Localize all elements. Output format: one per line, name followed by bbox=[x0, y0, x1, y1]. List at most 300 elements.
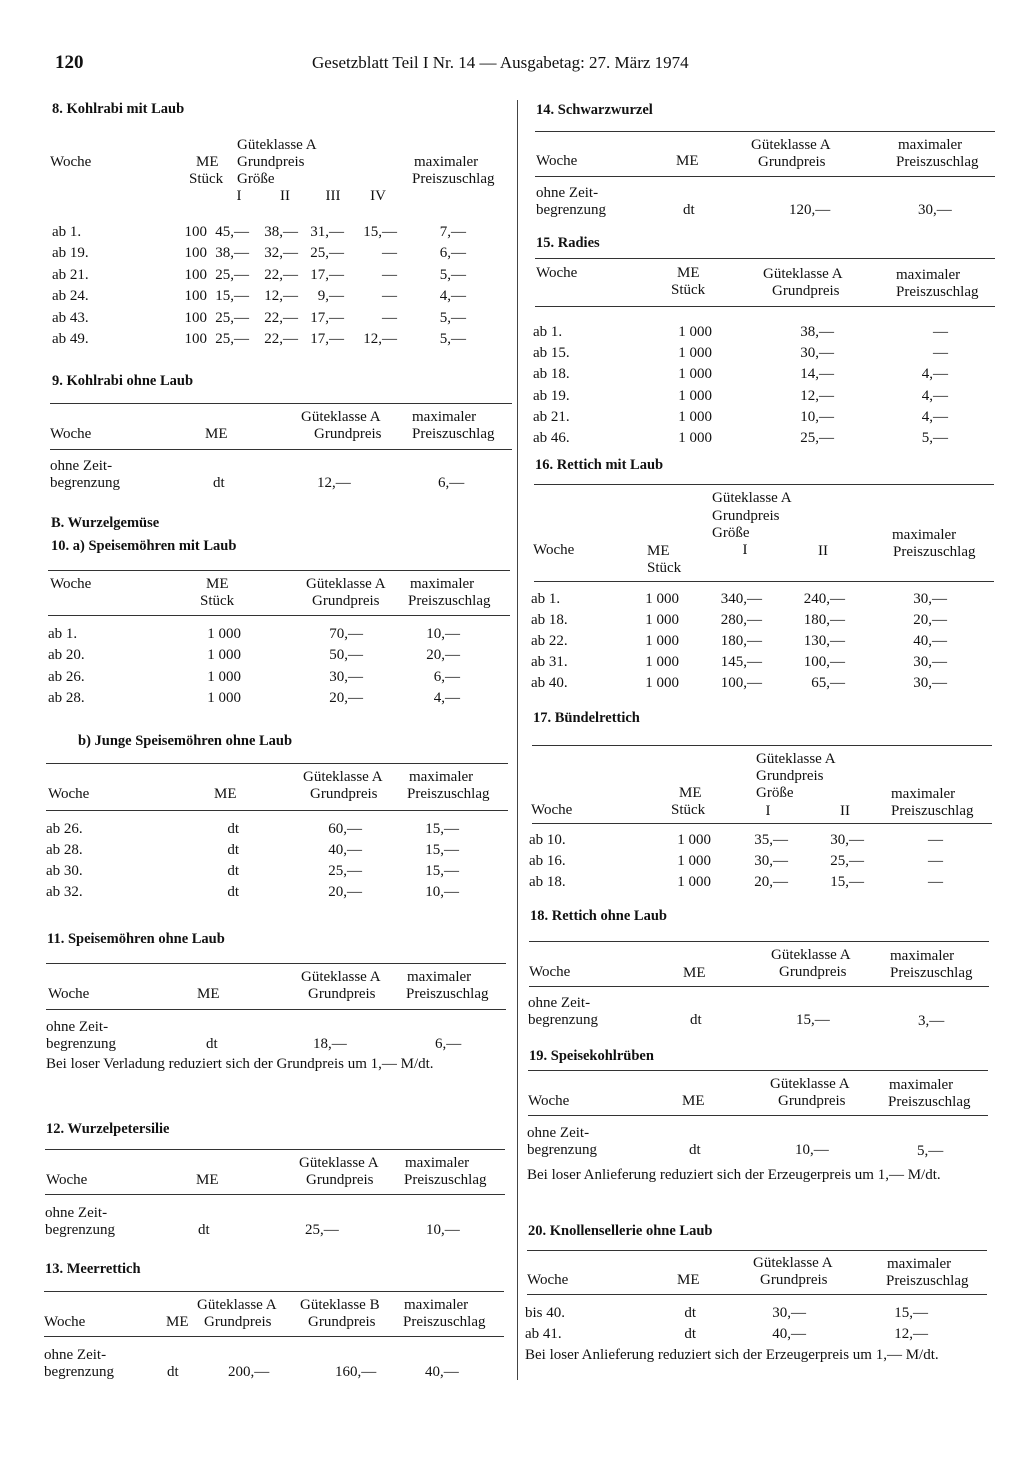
cell-grundpreis: 25,— bbox=[800, 430, 834, 446]
header-cell: maximaler bbox=[891, 786, 956, 802]
section-title: 18. Rettich ohne Laub bbox=[530, 908, 667, 924]
cell-preiszuschlag: — bbox=[933, 345, 948, 362]
header-cell: IV bbox=[370, 188, 386, 204]
cell-grundpreis-ii: 100,— bbox=[803, 654, 845, 670]
header-cell: Güteklasse B bbox=[300, 1297, 380, 1313]
header-cell: I bbox=[742, 542, 748, 558]
header-cell: ME bbox=[677, 1272, 700, 1288]
cell-grundpreis-ii: 130,— bbox=[803, 633, 845, 649]
page-title: Gesetzblatt Teil I Nr. 14 — Ausgabetag: 27. März 1974 bbox=[312, 53, 689, 72]
page-header bbox=[42, 52, 748, 78]
cell-woche: begrenzung bbox=[44, 1364, 114, 1380]
section-title: 9. Kohlrabi ohne Laub bbox=[52, 373, 194, 389]
cell-grundpreis: 18,— bbox=[313, 1036, 347, 1052]
cell-preiszuschlag: 15,— bbox=[425, 842, 459, 858]
cell-woche: ab 1. bbox=[533, 324, 563, 340]
cell-grundpreis-i: 25,— bbox=[215, 266, 249, 283]
cell-preiszuschlag: — bbox=[928, 853, 943, 869]
header-cell: Preiszuschlag bbox=[404, 1172, 487, 1188]
cell-grundpreis: 15,— bbox=[796, 1012, 830, 1028]
header-cell: ME bbox=[206, 576, 229, 592]
footnote: Bei loser Verladung reduziert sich der Grundpreis um 1,— M/dt. bbox=[46, 1056, 434, 1072]
cell-grundpreis: 12,— bbox=[800, 387, 834, 404]
header-cell: Güteklasse A bbox=[712, 490, 792, 506]
cell-preiszuschlag: 10,— bbox=[426, 626, 460, 642]
header-cell: Preiszuschlag bbox=[896, 284, 979, 300]
footnote: Bei loser Anlieferung reduziert sich der Erzeugerpreis um 1,— M/dt. bbox=[527, 1167, 941, 1183]
cell-me: dt bbox=[227, 821, 239, 837]
rule bbox=[46, 1009, 506, 1010]
header-cell: maximaler bbox=[412, 409, 477, 425]
cell-grundpreis: 38,— bbox=[800, 324, 834, 340]
cell-preiszuschlag: 15,— bbox=[894, 1305, 928, 1321]
rule bbox=[48, 615, 510, 616]
cell-woche: ab 41. bbox=[525, 1326, 562, 1342]
header-cell: Güteklasse A bbox=[756, 751, 836, 767]
cell-preiszuschlag: 15,— bbox=[425, 863, 459, 879]
cell-woche: ab 28. bbox=[46, 842, 83, 858]
header-cell: maximaler bbox=[404, 1297, 469, 1313]
cell-grundpreis-i: 20,— bbox=[754, 874, 788, 890]
cell-preiszuschlag: 4,— bbox=[921, 387, 948, 404]
cell-me: 1 000 bbox=[678, 345, 712, 362]
cell-woche: ab 46. bbox=[533, 430, 570, 446]
cell-preiszuschlag: 6,— bbox=[439, 245, 466, 262]
header-cell: Grundpreis bbox=[237, 154, 305, 170]
cell-woche: ab 18. bbox=[531, 612, 568, 628]
header-cell: Grundpreis bbox=[712, 508, 780, 524]
cell-me: 1 000 bbox=[645, 633, 679, 649]
header-cell: Preiszuschlag bbox=[408, 593, 491, 609]
cell-me: 1 000 bbox=[645, 654, 679, 670]
group-title: B. Wurzelgemüse bbox=[51, 515, 160, 531]
cell-me: dt bbox=[684, 1305, 696, 1321]
cell-grundpreis-iv: 15,— bbox=[363, 224, 397, 240]
header-cell: ME bbox=[682, 1093, 705, 1109]
cell-me: 1 000 bbox=[678, 324, 712, 340]
header-cell: Stück bbox=[200, 593, 235, 609]
cell-grundpreis: 40,— bbox=[328, 842, 362, 858]
cell-me: 100 bbox=[184, 224, 207, 240]
header-cell: ME bbox=[197, 986, 220, 1002]
cell-me: 1 000 bbox=[207, 689, 241, 706]
cell-preiszuschlag: — bbox=[928, 874, 943, 890]
cell-me: 1 000 bbox=[207, 647, 241, 664]
section-title: 17. Bündelrettich bbox=[533, 710, 640, 726]
cell-grundpreis-iii: 17,— bbox=[310, 331, 344, 347]
rule bbox=[532, 745, 992, 746]
header-cell: Grundpreis bbox=[778, 1093, 846, 1109]
cell-woche: begrenzung bbox=[46, 1036, 116, 1052]
rule bbox=[46, 963, 506, 964]
section-title: 16. Rettich mit Laub bbox=[535, 457, 664, 473]
rule bbox=[529, 941, 989, 942]
cell-grundpreis: 30,— bbox=[329, 668, 363, 685]
header-cell: Grundpreis bbox=[760, 1272, 828, 1288]
header-cell: II bbox=[840, 803, 850, 819]
cell-me: dt bbox=[198, 1222, 210, 1238]
header-cell: maximaler bbox=[407, 969, 472, 985]
cell-woche: ohne Zeit- bbox=[528, 995, 591, 1011]
cell-preiszuschlag: 4,— bbox=[433, 689, 460, 706]
header-cell: Grundpreis bbox=[758, 154, 826, 170]
header-cell: ME bbox=[214, 786, 237, 802]
header-cell: Güteklasse A bbox=[197, 1297, 277, 1313]
header-cell: maximaler bbox=[414, 154, 479, 170]
header-cell: Woche bbox=[536, 265, 578, 281]
header-cell: ME bbox=[679, 785, 702, 801]
cell-grundpreis-iv: 12,— bbox=[363, 331, 397, 347]
rule bbox=[535, 306, 995, 307]
cell-preiszuschlag: 20,— bbox=[426, 647, 460, 664]
cell-grundpreis: 30,— bbox=[772, 1305, 806, 1321]
cell-woche: ohne Zeit- bbox=[536, 185, 599, 201]
rule bbox=[44, 1291, 504, 1292]
cell-preiszuschlag: 5,— bbox=[917, 1143, 944, 1159]
header-cell: Preiszuschlag bbox=[888, 1094, 971, 1110]
section-title: 10. a) Speisemöhren mit Laub bbox=[51, 538, 237, 554]
cell-grundpreis-ii: 180,— bbox=[803, 612, 845, 628]
header-cell: maximaler bbox=[889, 1077, 954, 1093]
cell-grundpreis: 40,— bbox=[772, 1326, 806, 1342]
cell-woche: ab 15. bbox=[533, 345, 570, 362]
cell-woche: begrenzung bbox=[45, 1222, 115, 1238]
rule bbox=[527, 1294, 987, 1295]
rule bbox=[534, 581, 994, 582]
cell-grundpreis-iv: — bbox=[382, 245, 397, 262]
cell-preiszuschlag: 5,— bbox=[439, 331, 466, 347]
cell-grundpreis-ii: 12,— bbox=[264, 288, 298, 305]
cell-preiszuschlag: 30,— bbox=[918, 202, 952, 218]
cell-grundpreis: 50,— bbox=[329, 647, 363, 664]
header-cell: Woche bbox=[536, 153, 578, 169]
cell-preiszuschlag: 30,— bbox=[913, 654, 947, 670]
cell-grundpreis-ii: 15,— bbox=[830, 874, 864, 890]
cell-woche: ab 30. bbox=[46, 863, 83, 879]
cell-grundpreis-iv: — bbox=[382, 288, 397, 305]
section-title: 12. Wurzelpetersilie bbox=[46, 1121, 170, 1137]
header-cell: Woche bbox=[533, 542, 575, 558]
cell-grundpreis-ii: 22,— bbox=[264, 331, 298, 347]
cell-me: dt bbox=[227, 863, 239, 879]
header-cell: Grundpreis bbox=[312, 593, 380, 609]
rule bbox=[535, 131, 995, 132]
rule bbox=[535, 258, 995, 259]
rule bbox=[528, 1115, 988, 1116]
header-cell: Woche bbox=[46, 1172, 88, 1188]
cell-preiszuschlag: 5,— bbox=[439, 266, 466, 283]
rule bbox=[528, 1070, 988, 1071]
header-cell: Güteklasse A bbox=[771, 947, 851, 963]
header-cell: Größe bbox=[712, 525, 750, 541]
header-cell: II bbox=[818, 543, 828, 559]
cell-preiszuschlag: 3,— bbox=[918, 1013, 945, 1029]
header-cell: ME bbox=[683, 965, 706, 981]
rule bbox=[529, 986, 989, 987]
cell-grundpreis-ii: 22,— bbox=[264, 266, 298, 283]
cell-preiszuschlag: 30,— bbox=[913, 675, 947, 691]
cell-grundpreis: 10,— bbox=[800, 408, 834, 425]
cell-woche: ab 22. bbox=[531, 633, 568, 649]
rule bbox=[45, 1194, 505, 1195]
header-cell: ME bbox=[647, 543, 670, 559]
header-cell: Stück bbox=[647, 560, 682, 576]
page-number: 120 bbox=[55, 52, 84, 73]
cell-me: 100 bbox=[184, 309, 207, 326]
cell-me: dt bbox=[227, 842, 239, 858]
cell-grundpreis-i: 340,— bbox=[720, 591, 762, 607]
header-cell: Woche bbox=[50, 576, 92, 592]
header-cell: Grundpreis bbox=[308, 1314, 376, 1330]
header-cell: maximaler bbox=[892, 527, 957, 543]
cell-grundpreis: 20,— bbox=[329, 689, 363, 706]
cell-woche: ab 32. bbox=[46, 884, 83, 900]
cell-me: dt bbox=[690, 1012, 702, 1028]
cell-grundpreis-ii: 30,— bbox=[830, 832, 864, 848]
cell-me: dt bbox=[684, 1326, 696, 1342]
section-title: 14. Schwarzwurzel bbox=[536, 102, 653, 118]
cell-grundpreis-i: 30,— bbox=[754, 853, 788, 869]
cell-grundpreis-i: 145,— bbox=[720, 654, 762, 670]
cell-me: 1 000 bbox=[677, 874, 711, 890]
header-cell: Grundpreis bbox=[310, 786, 378, 802]
header-cell: Preiszuschlag bbox=[890, 965, 973, 981]
rule bbox=[535, 176, 995, 177]
cell-me: dt bbox=[213, 475, 225, 491]
cell-me: 100 bbox=[184, 245, 207, 262]
cell-grundpreis: 120,— bbox=[789, 202, 831, 218]
rule bbox=[50, 449, 512, 450]
rule bbox=[532, 823, 992, 824]
cell-woche: ab 21. bbox=[533, 408, 570, 425]
cell-woche: ab 40. bbox=[531, 675, 568, 691]
cell-woche: ohne Zeit- bbox=[44, 1347, 107, 1363]
header-cell: maximaler bbox=[405, 1155, 470, 1171]
cell-woche: ab 49. bbox=[52, 331, 89, 347]
cell-woche: ab 1. bbox=[48, 626, 78, 642]
cell-me: dt bbox=[167, 1364, 179, 1380]
cell-woche: ab 1. bbox=[52, 224, 82, 240]
header-cell: Grundpreis bbox=[772, 283, 840, 299]
cell-grundpreis-iii: 9,— bbox=[317, 288, 344, 305]
cell-grundpreis-iii: 17,— bbox=[310, 309, 344, 326]
cell-preiszuschlag: 5,— bbox=[439, 309, 466, 326]
cell-grundpreis: 10,— bbox=[795, 1142, 829, 1158]
cell-grundpreis-iv: — bbox=[382, 309, 397, 326]
cell-grundpreis-ii: 32,— bbox=[264, 245, 298, 262]
cell-grundpreis: 12,— bbox=[317, 475, 351, 491]
header-cell: Preiszuschlag bbox=[893, 544, 976, 560]
cell-woche: ab 20. bbox=[48, 647, 85, 664]
section-title: 15. Radies bbox=[536, 235, 600, 251]
cell-preiszuschlag: 5,— bbox=[921, 430, 948, 446]
cell-preiszuschlag: 4,— bbox=[921, 408, 948, 425]
section-title: b) Junge Speisemöhren ohne Laub bbox=[78, 733, 293, 749]
cell-woche: bis 40. bbox=[525, 1305, 566, 1321]
header-cell: Güteklasse A bbox=[301, 969, 381, 985]
cell-me: dt bbox=[683, 202, 695, 218]
header-cell: Güteklasse A bbox=[301, 409, 381, 425]
cell-grundpreis-ii: 65,— bbox=[811, 675, 845, 691]
rule bbox=[46, 810, 508, 811]
header-cell: Woche bbox=[528, 1093, 570, 1109]
cell-me: 1 000 bbox=[678, 408, 712, 425]
cell-preiszuschlag: 12,— bbox=[894, 1326, 928, 1342]
cell-me: 1 000 bbox=[677, 832, 711, 848]
section-title: 8. Kohlrabi mit Laub bbox=[52, 101, 185, 117]
cell-woche: begrenzung bbox=[528, 1012, 598, 1028]
header-cell: ME bbox=[166, 1314, 189, 1330]
header-cell: Woche bbox=[531, 802, 573, 818]
header-cell: I bbox=[765, 803, 771, 819]
cell-woche: ab 31. bbox=[531, 654, 568, 670]
header-cell: Grundpreis bbox=[308, 986, 376, 1002]
rule bbox=[48, 570, 510, 571]
header-cell: ME bbox=[676, 153, 699, 169]
cell-me: 1 000 bbox=[677, 853, 711, 869]
header-cell: Güteklasse A bbox=[770, 1076, 850, 1092]
cell-preiszuschlag: 40,— bbox=[425, 1364, 459, 1380]
header-cell: Preiszuschlag bbox=[406, 986, 489, 1002]
cell-grundpreis-i: 100,— bbox=[720, 675, 762, 691]
cell-grundpreis-i: 25,— bbox=[215, 331, 249, 347]
cell-me: 1 000 bbox=[678, 387, 712, 404]
rule bbox=[50, 403, 512, 404]
cell-woche: ab 18. bbox=[533, 366, 570, 383]
cell-woche: ab 43. bbox=[52, 309, 89, 326]
cell-woche: ab 19. bbox=[533, 387, 570, 404]
section-title: 13. Meerrettich bbox=[45, 1261, 141, 1277]
cell-woche: begrenzung bbox=[50, 475, 120, 491]
cell-preiszuschlag: 4,— bbox=[439, 288, 466, 305]
cell-grundpreis: 60,— bbox=[328, 821, 362, 837]
cell-woche: begrenzung bbox=[536, 202, 606, 218]
cell-me: 1 000 bbox=[645, 675, 679, 691]
cell-grundpreis-iii: 31,— bbox=[310, 224, 344, 240]
header-cell: Woche bbox=[48, 986, 90, 1002]
header-cell: Stück bbox=[671, 802, 706, 818]
cell-preiszuschlag: 10,— bbox=[425, 884, 459, 900]
cell-me: 100 bbox=[184, 331, 207, 347]
header-cell: Woche bbox=[50, 154, 92, 170]
cell-woche: ab 21. bbox=[52, 266, 89, 283]
header-cell: III bbox=[325, 188, 341, 204]
header-cell: Grundpreis bbox=[204, 1314, 272, 1330]
cell-woche: ohne Zeit- bbox=[46, 1019, 109, 1035]
cell-woche: ab 24. bbox=[52, 288, 89, 305]
cell-grundpreis: 25,— bbox=[305, 1222, 339, 1238]
cell-grundpreis-ii: 22,— bbox=[264, 309, 298, 326]
cell-woche: ab 26. bbox=[46, 821, 83, 837]
header-cell: Preiszuschlag bbox=[412, 426, 495, 442]
header-cell: Preiszuschlag bbox=[891, 803, 974, 819]
header-cell: ME bbox=[196, 1172, 219, 1188]
header-cell: Stück bbox=[189, 171, 224, 187]
header-cell: Größe bbox=[237, 171, 275, 187]
cell-me: 100 bbox=[184, 266, 207, 283]
cell-grundpreis: 30,— bbox=[800, 345, 834, 362]
header-cell: Woche bbox=[50, 426, 92, 442]
cell-grundpreis: 70,— bbox=[329, 626, 363, 642]
cell-woche: begrenzung bbox=[527, 1142, 597, 1158]
rule bbox=[45, 1149, 505, 1150]
cell-woche: ab 28. bbox=[48, 689, 85, 706]
cell-grundpreis: 20,— bbox=[328, 884, 362, 900]
cell-me: dt bbox=[206, 1036, 218, 1052]
cell-preiszuschlag: 7,— bbox=[439, 224, 466, 240]
cell-grundpreis-i: 15,— bbox=[215, 288, 249, 305]
cell-grundpreis-iv: — bbox=[382, 266, 397, 283]
footnote: Bei loser Anlieferung reduziert sich der Erzeugerpreis um 1,— M/dt. bbox=[525, 1347, 939, 1363]
header-cell: maximaler bbox=[898, 137, 963, 153]
header-cell: Güteklasse A bbox=[763, 266, 843, 282]
cell-grundpreis-ii: 240,— bbox=[803, 591, 845, 607]
cell-me: 1 000 bbox=[207, 668, 241, 685]
header-cell: ME bbox=[677, 265, 700, 281]
cell-me: 1 000 bbox=[678, 366, 712, 383]
header-cell: Woche bbox=[529, 964, 571, 980]
cell-preiszuschlag: 30,— bbox=[913, 591, 947, 607]
cell-me: 1 000 bbox=[645, 612, 679, 628]
cell-grundpreis-i: 180,— bbox=[720, 633, 762, 649]
header-cell: Preiszuschlag bbox=[896, 154, 979, 170]
cell-woche: ab 26. bbox=[48, 668, 85, 685]
cell-me: dt bbox=[227, 884, 239, 900]
rule bbox=[534, 484, 994, 485]
cell-preiszuschlag: 4,— bbox=[921, 366, 948, 383]
header-cell: ME bbox=[205, 426, 228, 442]
cell-preiszuschlag: 20,— bbox=[913, 612, 947, 628]
header-cell: maximaler bbox=[410, 576, 475, 592]
cell-preiszuschlag: — bbox=[928, 832, 943, 848]
cell-preiszuschlag: 6,— bbox=[438, 475, 465, 491]
cell-me: 1 000 bbox=[207, 626, 241, 642]
header-cell: Grundpreis bbox=[314, 426, 382, 442]
header-cell: Güteklasse A bbox=[753, 1255, 833, 1271]
cell-me: 1 000 bbox=[645, 591, 679, 607]
cell-grundpreis-i: 35,— bbox=[754, 832, 788, 848]
header-cell: Güteklasse A bbox=[299, 1155, 379, 1171]
header-cell: Preiszuschlag bbox=[886, 1273, 969, 1289]
cell-grundpreis-iii: 25,— bbox=[310, 245, 344, 262]
header-cell: maximaler bbox=[409, 769, 474, 785]
cell-grundpreis-a: 200,— bbox=[228, 1364, 270, 1380]
cell-preiszuschlag: 10,— bbox=[426, 1222, 460, 1238]
header-cell: Grundpreis bbox=[756, 768, 824, 784]
column-divider bbox=[517, 100, 518, 1380]
section-title: 11. Speisemöhren ohne Laub bbox=[47, 931, 225, 947]
cell-woche: ab 19. bbox=[52, 245, 89, 262]
header-cell: Güteklasse A bbox=[751, 137, 831, 153]
cell-grundpreis: 25,— bbox=[328, 863, 362, 879]
cell-grundpreis-ii: 25,— bbox=[830, 853, 864, 869]
cell-preiszuschlag: — bbox=[933, 324, 948, 340]
header-cell: Preiszuschlag bbox=[412, 171, 495, 187]
cell-woche: ohne Zeit- bbox=[45, 1205, 108, 1221]
section-title: 19. Speisekohlrüben bbox=[529, 1048, 654, 1064]
section-title: 20. Knollensellerie ohne Laub bbox=[528, 1223, 713, 1239]
header-cell: II bbox=[280, 188, 290, 204]
cell-grundpreis-iii: 17,— bbox=[310, 266, 344, 283]
cell-woche: ohne Zeit- bbox=[50, 458, 113, 474]
cell-grundpreis-i: 45,— bbox=[215, 224, 249, 240]
header-cell: maximaler bbox=[887, 1256, 952, 1272]
rule bbox=[44, 1336, 504, 1337]
header-cell: Güteklasse A bbox=[306, 576, 386, 592]
header-cell: Grundpreis bbox=[779, 964, 847, 980]
header-cell: maximaler bbox=[890, 948, 955, 964]
cell-grundpreis: 14,— bbox=[800, 366, 834, 383]
